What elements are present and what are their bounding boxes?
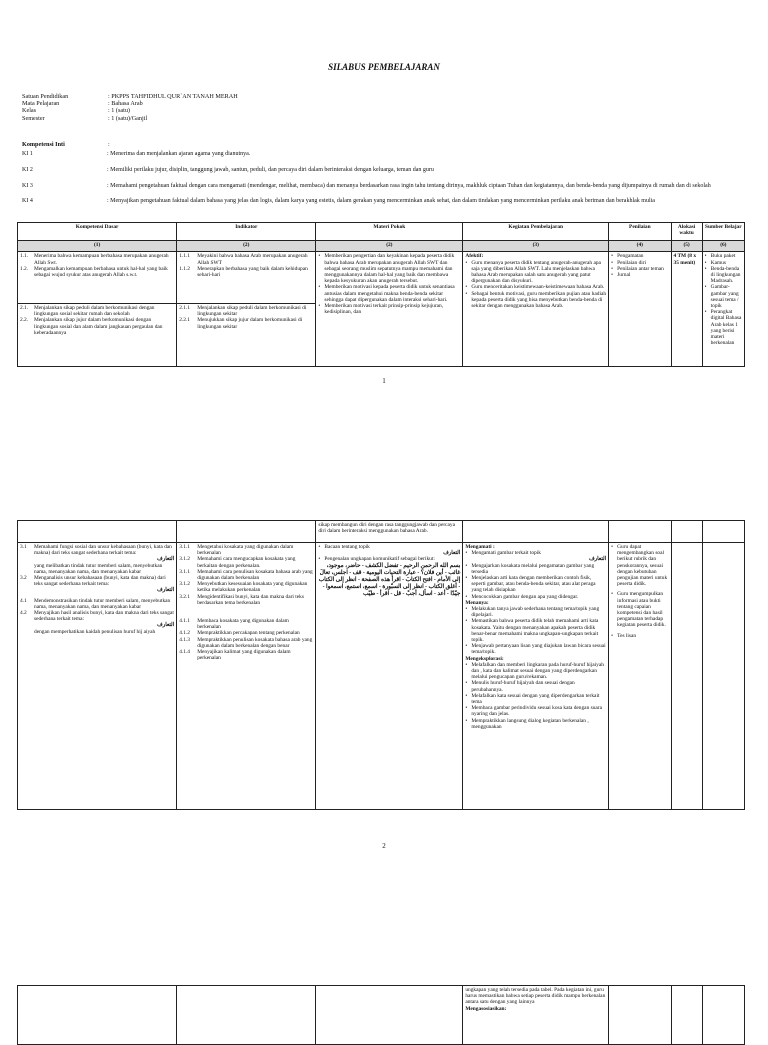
indicator-text: Mempraktikkan penulisan kosakata bahasa arab yang digunakan dalam berkenalan dengan benar [197, 636, 313, 649]
indicator-text: Membaca kosakata yang digunakan dalam berkenalan [197, 618, 289, 631]
materi-cell: sikap membangun diri dengan rasa tanggungjawab dan percaya diri dalam berinteraksi menggunakan bahasa Arab. [316, 521, 463, 543]
meta-row [22, 115, 238, 122]
arabic-topic: التعارف [588, 556, 607, 563]
kegiatan-text: Sebagai bentuk motivasi, guru memberikan pujian atau hadiah kepada peserta didik yang bisa menyebutkan benda-benda di sekitar dengan menggunakan bahasa Arab. [471, 290, 607, 309]
penilaian-text: Tes lisan [617, 632, 637, 639]
materi-item: • Memberikan motivasi terkait prinsip-prinsip kejujuran, kedisiplinan, dan [318, 303, 460, 315]
meta-row [22, 107, 238, 114]
kd-item [20, 598, 174, 610]
ki-text: : Memiliki perilaku jujur, disiplin, tanggung jawab, santun, peduli, dan percaya diri dalam berinteraksi dengan keluarga, teman dan guru [107, 167, 434, 173]
kegiatan-item: • Memastikan bahwa peserta didik telah memahami arti kata kosakata. Yaitu dengan menanyakan apakah peserta didik benar-benar memahami makna ungkapan-ungkapan terkait topik. [465, 618, 606, 643]
indicator-item [179, 581, 313, 593]
kd-cell [18, 303, 177, 366]
penilaian-cell [609, 986, 671, 1045]
alokasi-cell: 4 TM (8 x 35 menit) [671, 252, 702, 367]
kd-item [20, 305, 174, 317]
kd-item [20, 317, 174, 336]
indicator-cell [177, 543, 316, 810]
indicator-text: Mengidentifikasi bunyi, kata dan makna dari teks berdasarkan tema berkenalan [197, 593, 304, 606]
indicator-number: 4.1.4 [179, 649, 190, 656]
kegiatan-text: Mengamati gambar terkait topik [471, 550, 541, 557]
kegiatan-text: Mengajarkan kosakata melalui pengamatan gambar yang tersedia [471, 562, 595, 575]
ki-text: : Menerima dan menjalankan ajaran agama yang dianutnya. [107, 151, 251, 157]
meta-row [22, 100, 238, 107]
materi-text: Memberikan motivasi kepada peserta didik untuk senantiasa antusias dalam mengetahui makna benda-benda sekitar sehingga dapat dipergunakan dalam interaksi sehari-hari. [324, 284, 455, 303]
penilaian-item: • Pengamatan [611, 253, 644, 260]
page-number: 2 [382, 842, 386, 850]
penilaian-text: Penilaian diri [617, 259, 647, 266]
ki-code: KI 2 [22, 167, 33, 173]
ki-text: : Menyajikan pengetahuan faktual dalam bahasa yang jelas dan logis, dalam karya yang estetis, dalam gerakan yang mencerminkan anak sehat, dan dalam tindakan yang mencerminkan perilaku anak beriman dan berakhlak mulia [107, 198, 655, 204]
indicator-item [179, 569, 313, 581]
indicator-cell [177, 521, 316, 543]
ki-heading-label: Kompetensi Inti [22, 141, 65, 148]
kd-text: Menganalisis unsur kebahasaan (bunyi, kata dan makna) dari teks sangat sederhana terkait tema: [34, 575, 166, 588]
arabic-expressions: بسم الله الرحمن الرحيم - تفضل الكشف - حاضر، موجود، غائب - أين فلان؟ - عبارة التحيات اليومية - قف - اجلس، تعالَ إلى الأمام - افتح الكتابَ - اقرأ هذه الصفحة - انظر إلى الكتاب - أغلق الكتاب - انظر إلى السبّورة - اسمع، استمع، اسمعوا - جيّدًا - أعد - اسأل، أجبْ - قل - اقرأ - طيّب [318, 562, 461, 597]
kegiatan-text: Melafalkan dan memberi lingkaran pada huruf-huruf hijaiyah dan , kata dan kalimat sesuai dengan yang diperdengarkan melalui pengucapan guru/rekaman. [471, 661, 604, 681]
materi-item: • Memberikan pengertian dan keyakinan kepada peserta didik bahwa bahasa Arab merupakan anugerah Allah SWT dan sebagai seorang muslim sepatutnya mampu memahami dan menggunakannya dalam hal-hal yang baik dan membawa kepada kesyukuran akan anugerah tersebut. [318, 253, 460, 284]
materi-text: Pengenalan ungkapan komunikatif sebagai berikut: [324, 556, 435, 563]
table-header-row [18, 223, 745, 241]
sumber-text: Benda-benda di lingkungan Madrasah. [710, 265, 741, 285]
penilaian-item: • Tes lisan [611, 632, 637, 639]
kd-item [20, 563, 174, 575]
kd-text: yang melibatkan tindak tutur memberi salam, menyebutkan nama, menanyakan nama, dan menanyakan kabar [34, 562, 163, 575]
kd-item [20, 629, 174, 635]
table-row [18, 543, 745, 810]
sumber-cell [702, 986, 744, 1045]
penilaian-item: • Penilaian diri [611, 259, 647, 266]
ki-code: KI 1 [22, 151, 33, 157]
penilaian-cell [609, 543, 671, 810]
kegiatan-item: • Mengamati gambar terkait topik [465, 550, 541, 557]
syllabus-table-page-1 [17, 222, 745, 367]
kd-text: Menjalankan sikap peduli dalam berkomunikasi dengan lingkungan sosial sekitar rumah dan sekolah [34, 304, 155, 318]
meta-value: : 1 (satu)/Ganjil [108, 114, 148, 122]
kd-item [20, 253, 174, 265]
kegiatan-cell [463, 521, 609, 543]
penilaian-cell [609, 521, 671, 543]
col-header: Sumber Belajar [702, 223, 744, 241]
indicator-text: Memahami cara mengucapkan kosakata yang berkaitan dengan perkenalan. [197, 556, 296, 569]
sumber-cell [702, 521, 744, 543]
kd-item [20, 610, 174, 622]
identity-block [22, 93, 238, 122]
ki-heading-colon: : [108, 141, 110, 148]
ki-heading [22, 141, 110, 148]
kd-number: 4.2 [20, 610, 27, 617]
indicator-item [179, 317, 313, 329]
table-row [18, 521, 745, 543]
kd-number: 1.2. [20, 265, 29, 272]
kegiatan-text: Menjelaskan arti kata dengan memberikan contoh fisik, seperti gambar, atau benda-benda sekitar, atau alat peraga yang telah disiapkan [471, 575, 596, 594]
indicator-number: 4.1.1 [179, 618, 190, 625]
indicator-item [179, 649, 313, 661]
document-title: SILABUS PEMBELAJARAN [328, 62, 440, 72]
kegiatan-text: Melakukan tanya jawab sederhana tentang tema/topik yang dipelajari. [471, 606, 600, 619]
ki-row [22, 183, 742, 190]
arabic-topic: التعارف [157, 622, 175, 629]
kd-item [20, 575, 174, 587]
indicator-text: Menerapkan berbahasa yang baik dalam kehidupan sehari-hari [197, 265, 308, 278]
kegiatan-item: • Mengajarkan kosakata melalui pengamatan gambar yang tersedia [465, 563, 606, 575]
sumber-cell [702, 543, 744, 810]
col-header: Materi Pokok [316, 223, 463, 241]
col-header: Kompetensi Dasar [18, 223, 177, 241]
syllabus-table-page-2 [17, 520, 745, 810]
sumber-item: • Buku paket [704, 253, 736, 260]
kd-number: 4.1 [20, 597, 27, 604]
ki-code: KI 3 [22, 183, 33, 189]
kegiatan-heading: Mengeksplorasi: [465, 655, 504, 662]
meta-key: Semester [22, 114, 45, 122]
col-number: (3) [463, 241, 609, 252]
kegiatan-text: Memastikan bahwa peserta didik telah memahami arti kata kosakata. Yaitu dengan menanyakan apakah peserta didik benar-benar memahami makna ungkapan-ungkapan terkait topik. [471, 618, 599, 644]
kegiatan-item: • Melafalkan dan memberi lingkaran pada huruf-huruf hijaiyah dan , kata dan kalimat sesuai dengan yang diperdengarkan melalui pengucapan guru/rekaman. [465, 662, 606, 681]
kegiatan-text: Menjawab pertanyaan lisan yang diajukan lawan bicara sesuai tema/topik. [471, 643, 606, 656]
penilaian-text: Guru mengumpulkan informasi atau bukti tentang capaian kompetensi dan hasil pengamatan terhadap kegiatan peserta didik. [617, 591, 666, 629]
sumber-text: Gambar-gambar yang sesuai tema / topik [710, 284, 739, 309]
indicator-text: Memahami cara penulisan kosakata bahasa arab yang digunakan dalam berkenalan [197, 568, 313, 582]
materi-text: Memberikan motivasi terkait prinsip-prinsip kejujuran, kedisiplinan, dan [324, 302, 444, 316]
sumber-item: • Benda-benda di lingkungan Madrasah. [704, 265, 741, 285]
kd-item [20, 266, 174, 278]
penilaian-text: Pengamatan [617, 253, 644, 260]
col-number: (1) [18, 241, 177, 252]
indicator-number: 2.1.1 [179, 304, 190, 311]
indicator-cell [177, 303, 316, 366]
kegiatan-heading: Afektif: [465, 253, 484, 260]
arabic-topic: التعارف [443, 550, 461, 557]
kegiatan-item: • Sebagai bentuk motivasi, guru memberikan pujian atau hadiah kepada peserta didik yang bisa menyebutkan benda-benda di sekitar dengan menggunakan bahasa Arab. [465, 290, 607, 309]
kegiatan-item: • Melakukan tanya jawab sederhana tentang tema/topik yang dipelajari. [465, 606, 606, 618]
kegiatan-cell [463, 986, 609, 1045]
materi-cell [316, 986, 463, 1045]
penilaian-item: • Guru mengumpulkan informasi atau bukti tentang capaian kompetensi dan hasil pengamatan terhadap kegiatan peserta didik. [611, 591, 668, 628]
kd-number [20, 629, 34, 635]
alokasi-cell [671, 986, 702, 1045]
meta-value: : PKPPS TAHFIDHUL QUR`AN TANAH MERAH [108, 93, 238, 100]
sumber-item: • Kamus [704, 259, 726, 266]
kd-number: 2.2. [20, 317, 29, 324]
penilaian-item: • Penilaian antar teman [611, 265, 664, 272]
syllabus-table-page-3 [17, 985, 745, 1045]
kd-text: Memahami fungsi sosial dan unsur kebahasaan (bunyi, kata dan makna) dari teks sangat sederhana terkait tema: [34, 544, 172, 557]
indicator-number: 4.1.3 [179, 636, 190, 643]
penilaian-item: • Jurnal [611, 271, 631, 278]
kegiatan-text: Guru menanya peserta didik tentang anugerah-anugerah apa saja yang diberikan Allah SWT. Lalu menjelaskan bahwa bahasa Arab merupakan salah satu anugerah yang patut dipergunakan dan disyukuri. [471, 259, 601, 285]
kegiatan-heading: Mengamati : [465, 544, 495, 550]
col-number: (4) [609, 241, 671, 252]
penilaian-text: Guru dapat mengembangkan soal berikut rubrik dan penskorannya, sesuai dengan kebutuhan pengujian materi untuk peserta didik. [617, 544, 668, 588]
kegiatan-item: • Mempraktikkan langsung dialog kegiatan berkenalan , menggunakan [465, 718, 606, 730]
sumber-item: • Gambar-gambar yang sesuai tema / topik [705, 284, 742, 309]
kegiatan-text: Mempraktikkan langsung dialog kegiatan berkenalan , menggunakan [471, 717, 589, 730]
alokasi-cell [671, 543, 702, 810]
table-row [18, 252, 745, 304]
meta-row [22, 93, 238, 100]
ki-row [22, 198, 742, 205]
kegiatan-heading: Mengasosiasikan: [465, 1005, 507, 1012]
col-header: Kegiatan Pembelajaran [463, 223, 609, 241]
indicator-cell [177, 252, 316, 304]
indicator-text: Menyebutkan kesesuaian kosakata yang digunakan ketika melakukan perkenalan [197, 581, 308, 594]
indicator-text: Meyakini bahwa bahasa Arab merupakan anugerah Allah SWT [197, 253, 308, 266]
col-header: Indikator [177, 223, 316, 241]
indicator-item [179, 544, 313, 556]
kegiatan-cell [463, 252, 609, 367]
indicator-cell [177, 986, 316, 1045]
ki-row [22, 167, 742, 174]
materi-item: • Bacaan tentang topik [318, 544, 370, 550]
indicator-number: 3.1.2 [179, 581, 190, 588]
kegiatan-item: • Membaca gambar perindividu sesuai kosa kata dengan suara nyaring dan jelas. [465, 705, 606, 717]
kd-text: Mendemonstrasikan tindak tutur memberi salam, menyebutkan nama, menanyakan nama, dan menanyakan kabar [34, 597, 171, 610]
sumber-text: Kamus [710, 259, 726, 266]
kd-text: Menjalankan sikap jujur dalam berkomunikasi dengan lingkungan sosial dan alam dalam jangkauan pergaulan dan keberadaannya [34, 317, 163, 336]
penilaian-cell [609, 252, 671, 367]
kegiatan-text: ungkapan yang telah tersedia pada tabel. Pada kegiatan ini, guru harus memastikan bahwa setiap peserta didik mampu berkenalan antara satu dengan yang lainnya [465, 987, 606, 1006]
col-number-row [18, 241, 745, 252]
table-row [18, 986, 745, 1045]
materi-text: Memberikan pengertian dan keyakinan kepada peserta didik bahwa bahasa Arab merupakan anugerah Allah SWT dan sebagai seorang muslim sepatutnya mampu memahami dan menggunakannya dalam hal-hal yang baik dan membawa kepada kesyukuran akan anugerah tersebut. [324, 253, 455, 285]
kd-item [20, 544, 174, 556]
indicator-number: 3.1.1 [179, 544, 190, 550]
col-header: Alokasi waktu [671, 223, 702, 241]
kd-number [20, 563, 34, 575]
kegiatan-text: Membaca gambar perindividu sesuai kosa kata dengan suara nyaring dan jelas. [471, 705, 602, 718]
kd-text: Mengamalkan kemampuan berbahasa untuk hal-hal yang baik sebagai wujud syukur atas anugerah Allah s.w.t. [34, 265, 168, 278]
kd-text: Menyajikan hasil analisis bunyi, kata dan makna dari teks sangat sederhana terkait tema: [34, 610, 174, 623]
kegiatan-text: Melafalkan kata sesuai dengan yang diperdengarkan terkait tema [471, 692, 600, 706]
indicator-item [179, 266, 313, 278]
meta-key: Kelas [22, 107, 37, 115]
materi-cell [316, 543, 463, 810]
penilaian-text: Penilaian antar teman [617, 265, 664, 272]
indicator-item [179, 305, 313, 317]
kegiatan-item: • Menulis huruf-huruf hijaiyah dan sesuai dengan perubahannya. [465, 680, 606, 692]
col-number: (2) [177, 241, 316, 252]
page-1 [0, 0, 768, 400]
indicator-text: Menjalankan sikap peduli dalam berkomunikasi di lingkungan sekitar [197, 304, 307, 318]
meta-value: : Bahasa Arab [108, 100, 143, 108]
kegiatan-heading: Menanya: [465, 599, 489, 606]
kd-text: dengan memperhatikan kaidah penulisan huruf hij aiyah [34, 628, 156, 635]
kd-cell [18, 252, 177, 304]
kegiatan-text: Menulis huruf-huruf hijaiyah dan sesuai dengan perubahannya. [471, 680, 575, 693]
indicator-text: Mempraktikkan percakapan tentang perkenalan [197, 630, 300, 637]
sumber-item: • Perangkat digital Bahasa Arab kelas 1 yang berisi materi berkenalan [704, 309, 742, 347]
sumber-text: Buku paket [710, 253, 736, 260]
indicator-text: Menujukkan sikap jujur dalam berkomunikasi di lingkungan sekitar [197, 317, 303, 330]
kd-text: Menerima bahwa kemampuan berbahasa merupakan anugerah Allah Swt. [34, 253, 169, 266]
indicator-number: 1.1.2 [179, 265, 190, 272]
meta-key: Mata Pelajaran [22, 100, 60, 108]
indicator-number: 4.1.2 [179, 630, 190, 637]
indicator-number: 3.1.1 [179, 568, 190, 575]
meta-value: : 1 (satu) [108, 107, 130, 115]
col-number: (5) [671, 241, 702, 252]
page-number: 1 [382, 377, 386, 385]
indicator-number: 1.1.1 [179, 253, 190, 260]
indicator-text: Mengetahui kosakata yang digunakan dalam berkenalan [197, 544, 294, 557]
indicator-item [179, 618, 313, 630]
kegiatan-text: Mencocokkan gambar dengan apa yang didengar. [471, 593, 579, 600]
indicator-number: 3.1.2 [179, 556, 190, 563]
materi-item: • Memberikan motivasi kepada peserta didik untuk senantiasa antusias dalam mengetahui makna benda-benda sekitar sehingga dapat dipergunakan dalam interaksi sehari-hari. [318, 284, 460, 303]
indicator-item [179, 594, 313, 606]
kegiatan-item: • Menjelaskan arti kata dengan memberikan contoh fisik, seperti gambar, atau benda-benda sekitar, atau alat peraga yang telah disiapkan [465, 575, 606, 594]
alokasi-cell [671, 521, 702, 543]
kd-cell [18, 986, 177, 1045]
ki-row [22, 151, 742, 158]
sumber-text: Perangkat digital Bahasa Arab kelas 1 yang berisi materi berkenalan [710, 309, 742, 347]
kegiatan-cell [463, 543, 609, 810]
sumber-cell [702, 252, 744, 367]
materi-cell [316, 252, 463, 367]
indicator-text: Menyajikan kalimat yang digunakan dalam perkenalan [197, 649, 291, 662]
materi-text: Bacaan tentang topik [324, 544, 370, 550]
col-header: Penilaian [609, 223, 671, 241]
indicator-item [179, 253, 313, 265]
arabic-topic: التعارف [157, 587, 175, 594]
kegiatan-item: • Melafalkan kata sesuai dengan yang diperdengarkan terkait tema [465, 693, 606, 705]
ki-text: : Memahami pengetahuan faktual dengan cara mengamati (mendengar, melihat, membaca) dan menanya berdasarkan rasa ingin tahu tentang dirinya, makhluk ciptaan Tuhan dan kegiatannya, dan benda-benda yang dijumpainya di rumah dan di sekolah [107, 183, 711, 189]
indicator-item [179, 556, 313, 568]
kd-number: 2.1. [20, 304, 29, 311]
kd-cell [18, 543, 177, 810]
ki-code: KI 4 [22, 198, 33, 204]
penilaian-text: Jurnal [617, 271, 631, 278]
kegiatan-text: Guru menceritakan keistimewaan-keistimewaan bahasa Arab. [471, 284, 605, 291]
kd-cell [18, 521, 177, 543]
indicator-item [179, 637, 313, 649]
arabic-topic: التعارف [157, 556, 175, 563]
kegiatan-item: • Guru menceritakan keistimewaan-keistimewaan bahasa Arab. [465, 284, 605, 291]
indicator-number: 2.2.1 [179, 317, 190, 324]
kegiatan-item: • Guru menanya peserta didik tentang anugerah-anugerah apa saja yang diberikan Allah SWT. Lalu menjelaskan bahwa bahasa Arab merupakan salah satu anugerah yang patut dipergunakan dan disyukuri. [465, 260, 606, 285]
kd-number: 3.1 [20, 544, 27, 550]
kd-number: 1.1. [20, 253, 29, 260]
col-number: (6) [702, 241, 744, 252]
kegiatan-item: • Mencocokkan gambar dengan apa yang didengar. [465, 593, 579, 600]
penilaian-item: • Guru dapat mengembangkan soal berikut rubrik dan penskorannya, sesuai dengan kebutuhan pengujian materi untuk peserta didik. [611, 544, 668, 588]
materi-item: • Pengenalan ungkapan komunikatif sebagai berikut: [318, 556, 435, 563]
col-number: (2) [316, 241, 463, 252]
kegiatan-item: • Menjawab pertanyaan lisan yang diajukan lawan bicara sesuai tema/topik. [465, 643, 606, 656]
meta-key: Satuan Pendidikan [22, 93, 69, 100]
indicator-number: 3.2.1 [179, 593, 190, 600]
kd-number: 3.2 [20, 575, 27, 582]
